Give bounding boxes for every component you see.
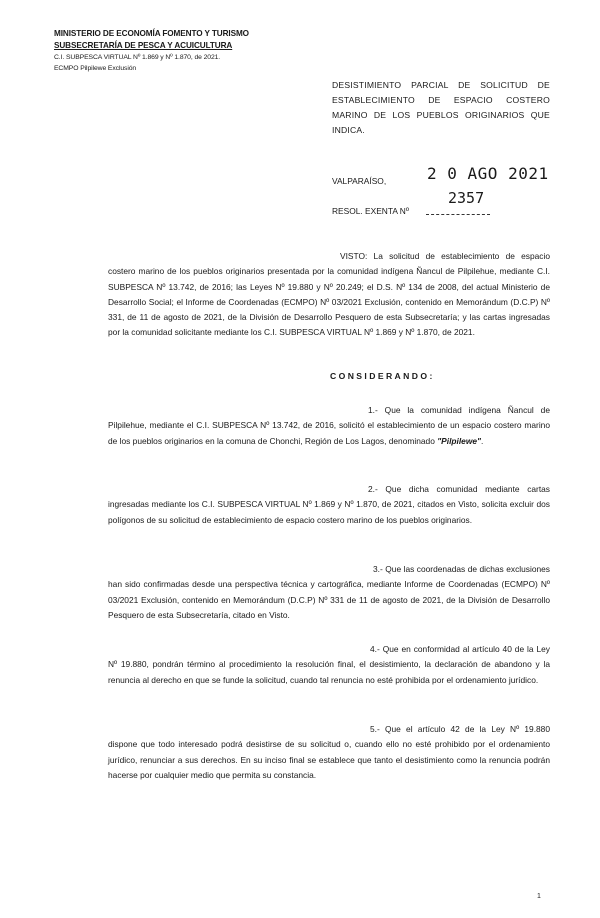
item-text: Que dicha comunidad mediante cartas ingresadas mediante los C.I. SUBPESCA VIRTUAL Nº 1.869 y Nº 1.870, de 2021, citados en Visto, solicita excluir dos polígonos de su solicitud de establecimiento de espacio costero marino de los pueblos originarios. — [108, 484, 550, 525]
resolution-label: RESOL. EXENTA Nº — [332, 206, 409, 216]
date-stamp: 2 0 AGO 2021 — [427, 164, 549, 183]
considerando-item-4 — [108, 642, 550, 688]
considerando-heading: CONSIDERANDO: — [330, 371, 435, 381]
item-number: 1.- — [368, 405, 378, 415]
ecmpo-name: "Pilpilewe" — [437, 435, 481, 446]
item-text: Que las coordenadas de dichas exclusiones han sido confirmadas desde una perspectiva técnica y cartográfica, mediante Informe de Coordenadas (ECMPO) Nº 03/2021 Exclusión, contenido en Memorándum (D.C.P) Nº 331 de 11 de agosto de 2021, de la División de Desarrollo Pesquero de esta Subsecretaría, citado en Visto. — [108, 564, 550, 620]
item-number: 2.- — [368, 484, 378, 494]
document-title: DESISTIMIENTO PARCIAL DE SOLICITUD DE ESTABLECIMIENTO DE ESPACIO COSTERO MARINO DE LOS PUEBLOS ORIGINARIOS QUE INDICA. — [332, 80, 550, 135]
resolution-underline — [426, 214, 490, 215]
resolution-number: 2357 — [448, 189, 485, 207]
considerando-item-1 — [108, 403, 550, 449]
subsecretaria-name: SUBSECRETARÍA DE PESCA Y ACUICULTURA — [54, 41, 233, 50]
item-number: 4.- — [370, 644, 380, 654]
visto-label: VISTO: — [340, 251, 368, 261]
item-number: 5.- — [370, 724, 380, 734]
item-text-end: . — [480, 435, 484, 446]
header-subject: ECMPO Pilpilewe Exclusión — [54, 65, 137, 72]
item-number: 3.- — [373, 564, 383, 574]
item-text: Que el artículo 42 de la Ley Nº 19.880 dispone que todo interesado podrá desistirse de su solicitud o, cuando ello no esté prohibido por el ordenamiento jurídico, renunciar a sus derechos. En su inciso final se establece que tanto el desistimiento como la renuncia podrán hacerse por cualquier medio que permita su constancia. — [108, 724, 550, 780]
header-reference: C.I. SUBPESCA VIRTUAL Nº 1.869 y Nº 1.870, de 2021. — [54, 54, 221, 61]
page-number: 1 — [537, 893, 541, 900]
place-label: VALPARAÍSO, — [332, 176, 387, 186]
visto-text: La solicitud de establecimiento de espacio costero marino de los pueblos originarios presentada por la comunidad indígena Ñancul de Pilpilehue, mediante C.I. SUBPESCA Nº 13.742, de 2016; las Leyes Nº 19.880 y Nº 20.249; el D.S. Nº 134 de 2008, del actual Ministerio de Desarrollo Social; el Informe de Coordenadas (ECMPO) Nº 03/2021 Exclusión, contenido en Memorándum (D.C.P) Nº 331, de 11 de agosto de 2021, de la División de Desarrollo Pesquero de esta Subsecretaría; y las cartas ingresadas por la comunidad solicitante mediante los C.I. SUBPESCA VIRTUAL Nº 1.869 y Nº 1.870, de 2021. — [108, 251, 550, 338]
considerando-item-5 — [108, 722, 550, 783]
item-text: Que la comunidad indígena Ñancul de Pilpilehue, mediante el C.I. SUBPESCA Nº 13.742, de 2016, solicitó el establecimiento de un espacio costero marino de los pueblos originarios en la comuna de Chonchi, Región de Los Lagos, denominado — [108, 405, 550, 446]
visto-paragraph — [108, 249, 550, 341]
ministry-name: MINISTERIO DE ECONOMÍA FOMENTO Y TURISMO — [54, 29, 249, 38]
ministry-header — [54, 28, 249, 74]
considerando-item-2 — [108, 482, 550, 528]
item-text: Que en conformidad al artículo 40 de la Ley Nº 19.880, pondrán término al procedimiento la resolución final, el desistimiento, la declaración de abandono y la renuncia al derecho en que se funde la solicitud, cuando tal renuncia no esté prohibida por el ordenamiento jurídico. — [108, 644, 550, 685]
considerando-item-3 — [108, 562, 550, 623]
